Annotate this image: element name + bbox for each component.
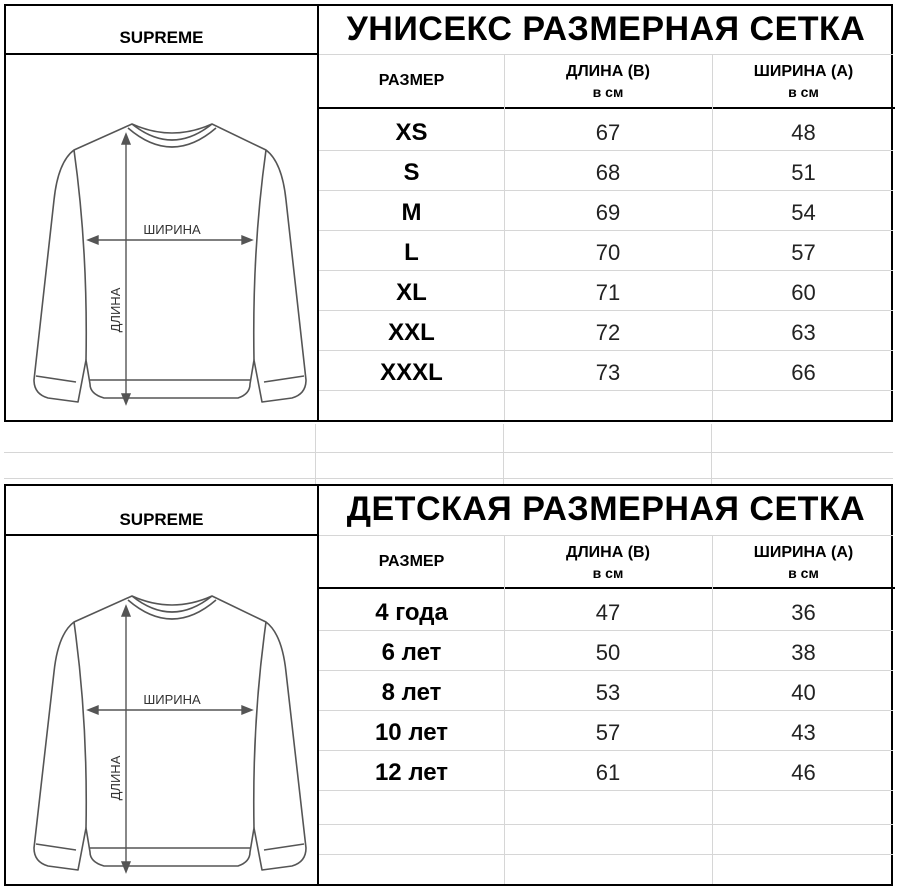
width-value: 40 xyxy=(791,680,816,705)
divider xyxy=(6,534,317,536)
width-value: 57 xyxy=(791,240,816,265)
divider xyxy=(317,107,895,109)
column-header-length-unit: в см xyxy=(592,565,624,581)
column-header-width-unit: в см xyxy=(788,565,819,581)
width-value: 54 xyxy=(791,200,816,225)
sweatshirt-diagram xyxy=(14,110,314,416)
divider xyxy=(317,587,895,589)
size-value: S xyxy=(403,159,420,186)
size-value: 8 лет xyxy=(381,679,442,706)
column-header-width xyxy=(712,543,895,583)
column-header-size: РАЗМЕР xyxy=(378,72,445,89)
length-value: 61 xyxy=(595,760,621,785)
width-value: 48 xyxy=(791,120,816,145)
sweatshirt-diagram xyxy=(14,582,314,884)
column-header-length xyxy=(504,62,712,102)
length-value: 50 xyxy=(595,640,621,665)
size-value: XXL xyxy=(388,319,435,346)
divider xyxy=(6,53,317,55)
column-header-length-unit: в см xyxy=(592,84,624,100)
column-header-width-unit: в см xyxy=(788,84,819,100)
column-header-width xyxy=(712,62,895,102)
grid-line xyxy=(319,54,893,55)
grid-line xyxy=(4,478,893,479)
grid-line xyxy=(319,854,893,855)
size-value: XXXL xyxy=(380,359,443,386)
figure-length-label: ДЛИНА xyxy=(108,755,123,801)
grid-line xyxy=(319,230,893,231)
length-value: 71 xyxy=(595,280,621,305)
figure-width-label: ШИРИНА xyxy=(143,692,201,707)
column-header-length-label: ДЛИНА (В) xyxy=(566,544,650,561)
length-value: 47 xyxy=(595,600,621,625)
grid-line xyxy=(319,270,893,271)
grid-line xyxy=(319,350,893,351)
brand-label: SUPREME xyxy=(119,28,204,47)
size-value: L xyxy=(404,239,419,266)
column-header-width-label: ШИРИНА (А) xyxy=(753,63,854,80)
length-value: 70 xyxy=(595,240,621,265)
grid-line xyxy=(319,710,893,711)
figure-length-label: ДЛИНА xyxy=(108,287,123,333)
width-value: 38 xyxy=(791,640,816,665)
length-value: 72 xyxy=(595,320,621,345)
width-value: 46 xyxy=(791,760,816,785)
brand-label: SUPREME xyxy=(119,510,204,529)
table-title: УНИСЕКС РАЗМЕРНАЯ СЕТКА xyxy=(346,10,866,48)
grid-line xyxy=(319,310,893,311)
grid-line xyxy=(319,750,893,751)
grid-line xyxy=(4,452,893,453)
width-value: 43 xyxy=(791,720,816,745)
column-header-length xyxy=(504,543,712,583)
grid-line xyxy=(319,390,893,391)
width-value: 36 xyxy=(791,600,816,625)
size-value: XL xyxy=(396,279,427,306)
unisex-size-table xyxy=(4,4,893,422)
size-value: M xyxy=(401,199,422,226)
column-header-length-label: ДЛИНА (В) xyxy=(566,63,650,80)
grid-line xyxy=(319,670,893,671)
grid-line xyxy=(319,630,893,631)
width-value: 51 xyxy=(791,160,816,185)
width-value: 60 xyxy=(791,280,816,305)
grid-line xyxy=(315,424,316,484)
length-value: 67 xyxy=(595,120,621,145)
size-value: 12 лет xyxy=(374,759,449,786)
grid-line xyxy=(319,824,893,825)
column-header-width-label: ШИРИНА (А) xyxy=(753,544,854,561)
length-value: 57 xyxy=(595,720,621,745)
grid-line xyxy=(319,190,893,191)
grid-line xyxy=(319,535,893,536)
width-value: 66 xyxy=(791,360,816,385)
figure-width-label: ШИРИНА xyxy=(143,222,201,237)
length-value: 69 xyxy=(595,200,621,225)
grid-line xyxy=(319,790,893,791)
grid-line xyxy=(711,424,712,484)
size-value: 6 лет xyxy=(381,639,442,666)
column-header-size: РАЗМЕР xyxy=(378,553,445,570)
width-value: 63 xyxy=(791,320,816,345)
kids-size-table xyxy=(4,484,893,886)
length-value: 73 xyxy=(595,360,621,385)
length-value: 68 xyxy=(595,160,621,185)
grid-line xyxy=(503,424,504,484)
size-value: 4 года xyxy=(375,599,448,626)
size-value: 10 лет xyxy=(374,719,449,746)
size-value: XS xyxy=(395,119,428,146)
table-title: ДЕТСКАЯ РАЗМЕРНАЯ СЕТКА xyxy=(346,490,866,528)
grid-line xyxy=(319,150,893,151)
length-value: 53 xyxy=(595,680,621,705)
